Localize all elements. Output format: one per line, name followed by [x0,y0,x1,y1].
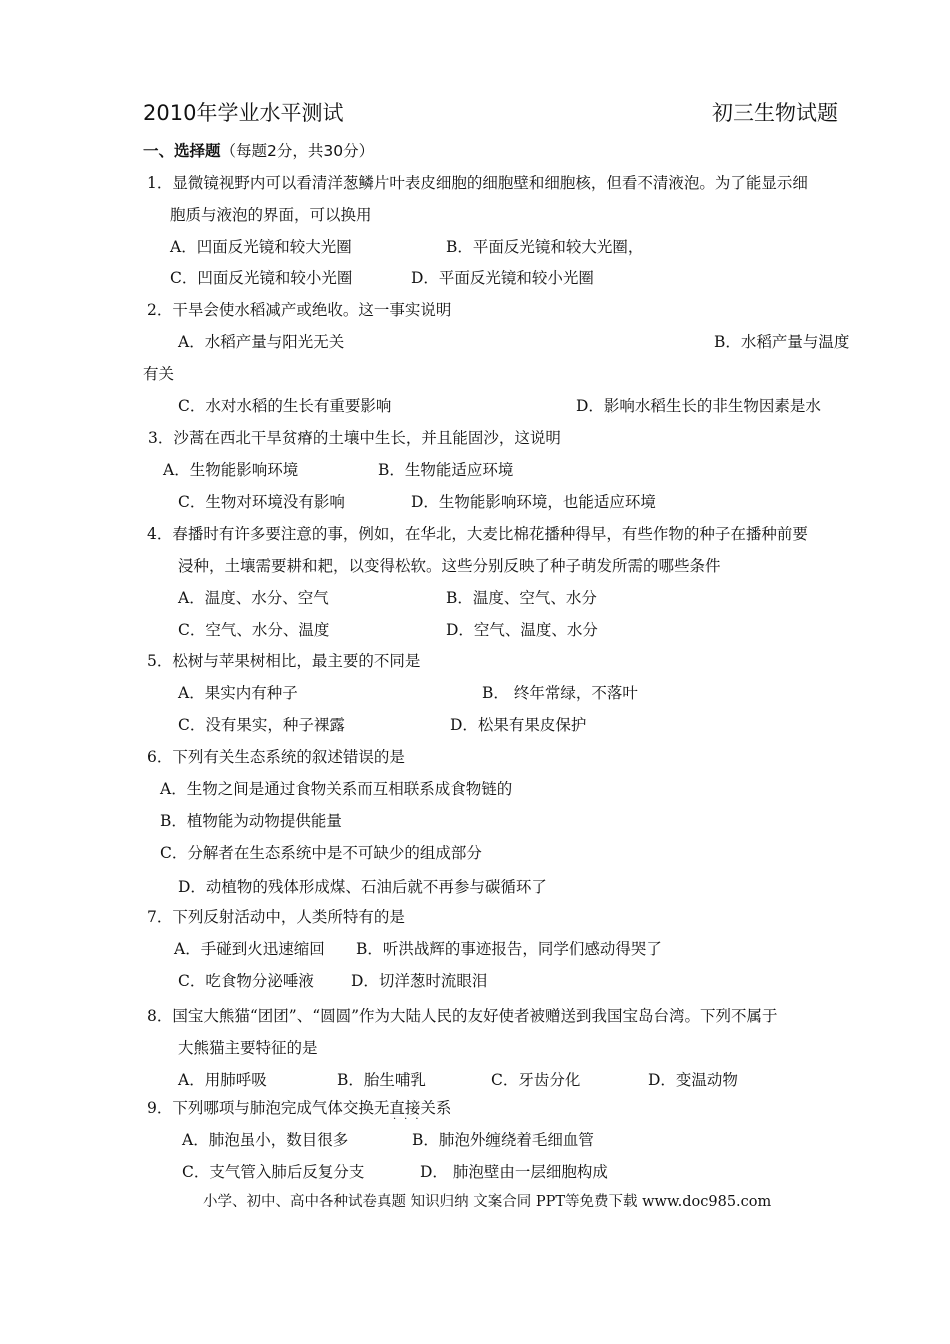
q8-option-c: C．牙齿分化 [491,1071,581,1089]
q6-stem: 6．下列有关生态系统的叙述错误的是 [147,748,405,766]
q3-option-c: C．生物对环境没有影响 [178,493,345,511]
q1-option-d: D．平面反光镜和较小光圈 [411,269,594,287]
section-heading [143,141,374,161]
q5-stem: 5．松树与苹果树相比，最主要的不同是 [147,652,421,670]
q1-option-c: C．凹面反光镜和较小光圈 [170,269,353,287]
q8-stem-line1: 8．国宝大熊猫“团团”、“圆圆”作为大陆人民的友好使者被赠送到我国宝岛台湾。下列不属于 [147,1007,778,1025]
q1-stem-line2: 胞质与液泡的界面，可以换用 [170,206,372,224]
q6-option-a: A．生物之间是通过食物关系而互相联系成食物链的 [160,780,513,798]
footer-text: 小学、初中、高中各种试卷真题 知识归纳 文案合同 PPT等免费下载 www.doc985.com [203,1194,772,1210]
q1-option-b: B．平面反光镜和较大光圈， [446,238,644,256]
q3-option-a: A．生物能影响环境 [163,461,299,479]
q9-option-c: C．支气管入肺后反复分支 [182,1163,365,1181]
section-note: （每题2分，共30分） [220,142,375,160]
q4-option-b: B．温度、空气、水分 [446,589,597,607]
emphasis-dots: ··· [393,1114,427,1125]
q2-option-b: B．水稻产量与温度 [714,333,850,351]
q8-option-a: A．用肺呼吸 [178,1071,267,1089]
q7-option-d: D．切洋葱时流眼泪 [351,972,488,990]
q5-option-a: A．果实内有种子 [178,684,298,702]
q9-option-a: A．肺泡虽小，数目很多 [182,1131,349,1149]
q4-stem-line2: 浸种，土壤需要耕和耙，以变得松软。这些分别反映了种子萌发所需的哪些条件 [178,557,721,575]
q6-option-d: D．动植物的残体形成煤、石油后就不再参与碳循环了 [178,878,547,896]
q2-option-b-cont: 有关 [143,365,175,383]
q2-option-c: C．水对水稻的生长有重要影响 [178,397,392,415]
q3-option-d: D．生物能影响环境，也能适应环境 [411,493,656,511]
q6-option-c: C．分解者在生态系统中是不可缺少的组成部分 [160,844,482,862]
q1-option-a: A．凹面反光镜和较大光圈 [170,238,352,256]
q4-option-c: C．空气、水分、温度 [178,621,330,639]
q2-stem: 2．干旱会使水稻减产或绝收。这一事实说明 [147,301,452,319]
exam-title: 2010年学业水平测试 [143,101,344,125]
q4-option-d: D．空气、温度、水分 [446,621,598,639]
q8-option-d: D．变温动物 [648,1071,738,1089]
q7-option-b: B．听洪战辉的事迹报告，同学们感动得哭了 [356,940,662,958]
q5-option-d: D．松果有果皮保护 [450,716,587,734]
q4-stem-line1: 4．春播时有许多要注意的事，例如，在华北，大麦比棉花播种得早，有些作物的种子在播种前要 [147,525,808,543]
q3-stem: 3．沙蒿在西北干旱贫瘠的土壤中生长，并且能固沙，这说明 [148,429,561,447]
q9-option-d: D． 肺泡壁由一层细胞构成 [420,1163,608,1181]
q7-option-a: A．手碰到火迅速缩回 [174,940,325,958]
q8-stem-line2: 大熊猫主要特征的是 [178,1039,318,1057]
subject-title: 初三生物试题 [712,101,838,125]
q8-option-b: B．胎生哺乳 [337,1071,426,1089]
q5-option-b: B． 终年常绿，不落叶 [482,684,638,702]
q7-option-c: C．吃食物分泌唾液 [178,972,314,990]
q9-stem: 9．下列哪项与肺泡完成气体交换无直接关系 [147,1099,452,1117]
q2-option-d: D．影响水稻生长的非生物因素是水 [576,397,821,415]
q3-option-b: B．生物能适应环境 [378,461,514,479]
q5-option-c: C．没有果实，种子裸露 [178,716,345,734]
q2-option-a: A．水稻产量与阳光无关 [178,333,345,351]
q7-stem: 7．下列反射活动中，人类所特有的是 [147,908,405,926]
section-title: 一、选择题 [143,142,221,160]
q6-option-b: B．植物能为动物提供能量 [160,812,342,830]
q1-stem-line1: 1．显微镜视野内可以看清洋葱鳞片叶表皮细胞的细胞壁和细胞核，但看不清液泡。为了能显示细 [147,174,808,192]
q9-option-b: B．肺泡外缠绕着毛细血管 [412,1131,594,1149]
q4-option-a: A．温度、水分、空气 [178,589,329,607]
